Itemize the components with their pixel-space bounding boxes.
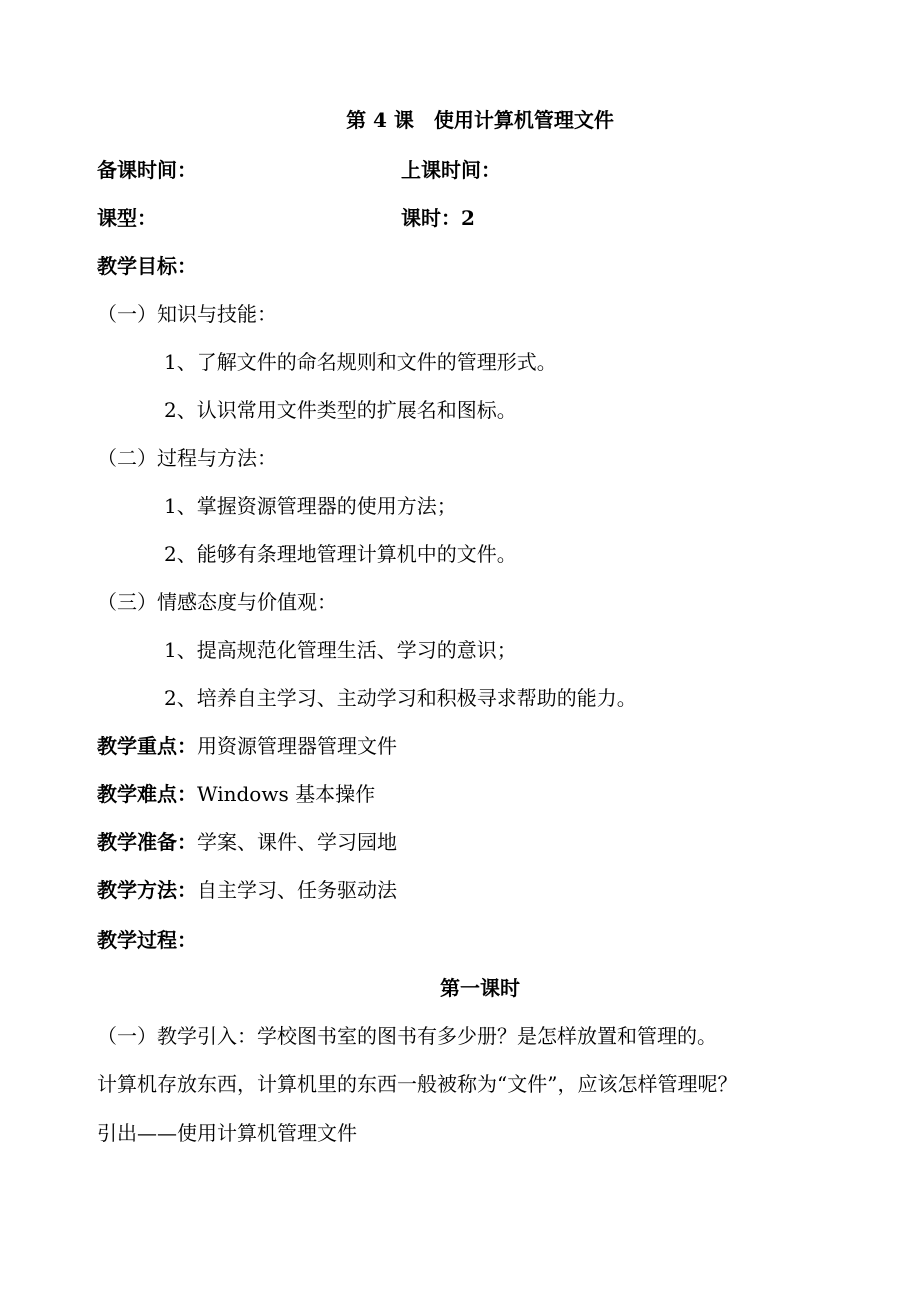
preparation xyxy=(97,829,397,855)
objective-section-label: （三）情感态度与价值观： xyxy=(97,590,337,614)
key-point-value: 用资源管理器管理文件 xyxy=(197,734,397,758)
preparation-label: 教学准备： xyxy=(97,830,197,854)
key-point xyxy=(97,733,397,759)
hours-value: 2 xyxy=(461,206,475,230)
objective-item: 2、能够有条理地管理计算机中的文件。 xyxy=(164,542,517,566)
lesson-title: 第 4 课 使用计算机管理文件 xyxy=(346,108,614,132)
paragraph-line: （一）教学引入：学校图书室的图书有多少册？是怎样放置和管理的。 xyxy=(97,1024,717,1048)
method-value: 自主学习、任务驱动法 xyxy=(197,878,397,902)
difficulty xyxy=(97,781,375,807)
paragraph-line: 计算机存放东西，计算机里的东西一般被称为“文件”，应该怎样管理呢？ xyxy=(97,1072,738,1096)
objective-item: 2、认识常用文件类型的扩展名和图标。 xyxy=(164,398,517,422)
method-label: 教学方法： xyxy=(97,878,197,902)
process-heading: 教学过程： xyxy=(97,928,197,952)
objective-item: 1、了解文件的命名规则和文件的管理形式。 xyxy=(164,350,557,374)
prep-time-label: 备课时间： xyxy=(97,158,197,182)
difficulty-value: Windows 基本操作 xyxy=(197,782,376,806)
key-point-label: 教学重点： xyxy=(97,734,197,758)
paragraph-line: 引出——使用计算机管理文件 xyxy=(97,1121,357,1145)
objective-item: 1、提高规范化管理生活、学习的意识； xyxy=(164,638,517,662)
type-label: 课型： xyxy=(97,206,157,230)
hours-label: 课时： xyxy=(401,206,461,230)
difficulty-label: 教学难点： xyxy=(97,782,197,806)
hours-field xyxy=(401,205,475,231)
objectives-heading: 教学目标： xyxy=(97,254,197,278)
preparation-value: 学案、课件、学习园地 xyxy=(197,830,397,854)
objective-item: 1、掌握资源管理器的使用方法； xyxy=(164,494,457,518)
objective-section-label: （二）过程与方法： xyxy=(97,446,277,470)
period-title: 第一课时 xyxy=(440,976,520,1000)
class-time-label: 上课时间： xyxy=(401,158,501,182)
method xyxy=(97,877,397,903)
objective-item: 2、培养自主学习、主动学习和积极寻求帮助的能力。 xyxy=(164,686,637,710)
objective-section-label: （一）知识与技能： xyxy=(97,302,277,326)
